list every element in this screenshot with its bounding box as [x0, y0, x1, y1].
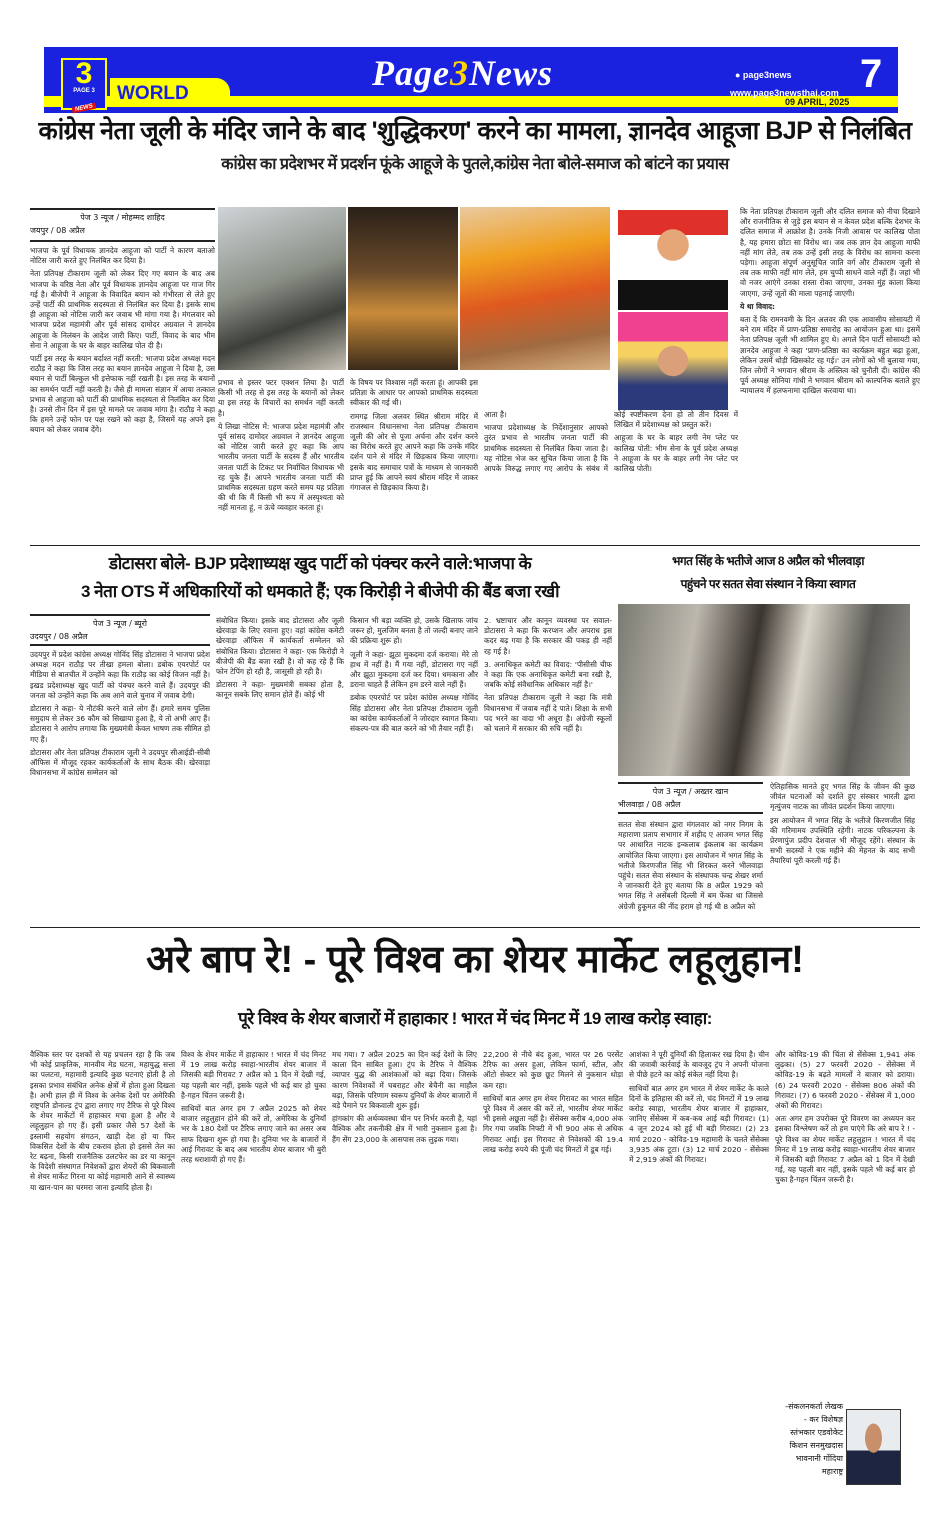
paragraph: किसान भी बड़ा व्यक्ति हो, उसके खिलाफ जांच जरूर हो, मुलजिम बनता है तो जल्दी बनाए जाने की प्रक्रिया शुरू हो।: [350, 616, 478, 646]
author-line: महाराष्ट्र: [821, 1467, 843, 1476]
paragraph: इस आयोजन में भगत सिंह के भतीजे किरणजीत सिंह की गरिमामय उपस्थिति रहेगी। नाटक परिकल्पना के प्रेरणापुंज प्रदीप देशवाल भी मौजूद रहेंगे। संस्थान के सभी सदस्यों ने एक महीने की मेहनत के बाद सभी तैयारियां पूरी करली गई हैं।: [770, 815, 915, 866]
paragraph: 2. भ्रष्टाचार और कानून व्यवस्था पर सवाल- डोटासरा ने कहा कि करप्शन और अपराध इस कदर बढ़ गया है कि सरकार की पकड़ ही नहीं रह गई है।: [484, 616, 612, 656]
newspaper-brand: [372, 52, 553, 94]
story3-subhead: पूरे विश्व के शेयर बाजारों में हाहाकार ! भारत में चंद मिनट में 19 लाख करोड़ स्वाहा:: [238, 1009, 712, 1028]
paragraph: रामगढ़ जिला अलवर स्थित श्रीराम मंदिर में राजस्थान विधानसभा नेता प्रतिपक्ष टीकाराम जूली की ओर से पूजा अर्चना और दर्शन करने का विरोध करते हुए आपने कहा कि उनके मंदिर दर्शन पाने से मंदिर में छिड़काव किया जाएगा। इसके बाद समाचार पत्रों के माध्यम से जानकारी प्राप्त हुई कि आपने स्वयं श्रीराम मंदिर में जाकर गंगाजल से छिड़काव किया है।: [350, 411, 478, 493]
story2-col2: [216, 616, 344, 920]
story2-byline-box: [30, 614, 210, 646]
paragraph: साथियों बात अगर हम शेयर गिरावट का भारत सहित पूरे विश्व में असर की करें तो, भारतीय शेयर मार्केट भी इससे अछूता नहीं है। सेंसेक्स करीब 4,000 अंक गिर गया जबकि निफ्टी में भी 900 अंक से अधिक गिरावट आई। इस गिरावट से निवेशकों की 19.4 लाख करोड़ रुपये की पूंजी चंद मिनटों में डूब गई।: [483, 1093, 623, 1154]
paragraph: आहूजा के घर के बाहर लगी नेम प्लेट पर कालिख पोती: भीम सेना के पूर्व प्रदेश अध्यक्ष ने आहूजा के घर के बाहर लगी नेम प्लेट पर कालिख पोती।: [614, 433, 738, 474]
story2-col3: [350, 616, 478, 920]
author-credit: [775, 1400, 843, 1478]
byline: पेज 3 न्यूज / ब्यूरो: [92, 619, 148, 628]
author-line: स्तंभकार एडवोकेट: [790, 1428, 843, 1437]
story1-col2: [218, 378, 344, 540]
author-photo: [846, 1409, 901, 1485]
dateline: जयपुर / 08 अप्रैल: [30, 226, 85, 235]
logo-badge: NEWS: [72, 103, 97, 114]
paragraph: नेता प्रतिपक्ष टीकाराम जूली ने कहा कि मंत्री विधानसभा में जवाब नहीं दे पाते। शिक्षा के सभी पद भरने का वादा भी अधूरा है। अंग्रेजी स्कूलों को चलाने में सरकार की रुचि नहीं है।: [484, 693, 612, 734]
section-divider: [30, 927, 920, 928]
story2b-headline-2: पहुंचने पर सतत सेवा संस्थान ने किया स्वागत: [680, 577, 856, 591]
paragraph: वैश्विक स्तर पर दशकों से यह प्रचलन रहा है कि जब भी कोई प्राकृतिक, मानवीय मेड घटना, महायुद्ध सत्ता का पलटना, महामारी इत्यादि कुछ घटनाएं होती है तो इसका प्रभाव संबंधित अनेक क्षेत्रों में होता हुआ दिखता है। अभी हाल ही में विश्व के अनेक देशों पर अमेरिकी राष्ट्रपति डोनाल्ड ट्रंप द्वारा लगाए गए टैरिफ से पूरे विश्व के शेयर मार्केटों में हाहाकार मचा हुआ है और वे लहूलुहान हो गए हैं। इसी प्रकार जैसे 57 देशों के इस्लामी सहयोग संगठन, खाड़ी देश हो या फिर विकसित देशों के बीच टकराव होता हो इससे तेल का रेट बढ़ना, किसी राजनैतिक उलटफेर का डर या कानून के विदेशी संस्थागत निवेशकों द्वारा शेयरों की बिकवाली से शेयर मार्केट गिरना या कोई महामारी आने से स्वास्थ्य या खान-पान का चरमरा जाना इत्यादि होता है।: [30, 1050, 175, 1192]
story3-col3: [332, 1050, 477, 1525]
paragraph: प्रभाव से इस्तर फ्टर एक्शन लिया है। पार्टी किसी भी तरह से इस तरह के बयानों को लेकर या इस तरह के विचारों का समर्थन नहीं करती है।: [218, 378, 344, 418]
story2b-col2: [770, 782, 915, 920]
paragraph: विश्व के शेयर मार्केट में हाहाकार ! भारत में चंद मिनट में 19 लाख करोड़ स्वाहा-भारतीय शेयर बाजार में जिसकी बड़ी गिरावट 7 अप्रैल को 1 दिन में देखी गई, यह पहली बार नहीं, इसके पहले भी कई बार हो चुका है-गहन चिंतन जरूरी है।: [181, 1050, 326, 1100]
paragraph: भाजपा के पूर्व विधायक ज्ञानदेव आहूजा को पार्टी ने कारण बताओ नोटिस जारी करते हुए निलंबित कर दिया है।: [30, 246, 215, 266]
story2b-byline-box: [618, 782, 763, 814]
dateline: भीलवाड़ा / 08 अप्रैल: [618, 800, 681, 809]
photo-welcome-ceremony: [618, 604, 910, 776]
brand-part: News: [468, 53, 553, 93]
story1-headline: कांग्रेस नेता जूली के मंदिर जाने के बाद 'शुद्धिकरण' करने का मामला, ज्ञानदेव आहूजा BJP से निलंबित: [38, 117, 912, 145]
story2b-headline-1: भगत सिंह के भतीजे आज 8 अप्रैल को भीलवाड़ा: [671, 554, 865, 568]
paragraph: कि नेता प्रतिपक्ष टीकाराम जूली और दलित समाज को नीचा दिखाने और राजनीतिक से जुड़े इस बयान से न केवल प्रदेश बल्कि देशभर के दलित समाज में आक्रोश है। उनके निजी आवास पर कालिख पोता है, यह हमारा छोटा सा विरोध था। जब तक ज्ञान देव आहूजा माफी नहीं मांग लेते, तब तक उन्हें इसी तरह के विरोध का सामना करना पड़ेगा। आहूजा संपूर्ण अनुसूचित जाति वर्ग और टीकाराम जूली से तब तक माफी नहीं मांग लेते, हम चुप्पी साधने वाले नहीं हैं। जहां भी वो नजर आएंगे उनका रास्ता रोका जाएगा, उनका मुंह काला किया जाएगा, उन्हें जूतों की माला पहनाई जाएगी।: [740, 207, 920, 298]
paragraph: अतः अगर हम उपरोक्त पूरे विवरण का अध्ययन कर इसका विश्लेषण करें तो हम पाएंगे कि अरे बाप रे ! - पूरे विश्व का शेयर मार्केट लहूलुहान ! भारत में चंद मिनट में 19 लाख करोड़ स्वाहा-भारतीय शेयर बाजार में जिसकी बड़ी गिरावट 7 अप्रैल को 1 दिन में देखी गई, यह पहली बार नहीं, इसके पहले भी कई बार हो चुका है-गहन चिंतन जरूरी है।: [775, 1114, 915, 1185]
author-line: भावनानी गोंदिया: [795, 1454, 843, 1463]
photo-temple-prayer: [460, 207, 610, 370]
photo-ashok-gehlot: [618, 312, 728, 410]
paragraph: बता दें कि रामनवमी के दिन अलवर की एक आवासीय सोसायटी में बने राम मंदिर में प्राण-प्रतिष्ठा समारोह का आयोजन हुआ था। इसमें नेता प्रतिपक्ष जूली भी शामिल हुए थे। अगले दिन पार्टी सोसायटी को ज्ञानदेव आहूजा ने कहा 'प्राण-प्रतिष्ठा का कार्यक्रम बहुत बढ़ा हुआ, लेकिन उसमें थोड़ी खिसकोट रह गई।' उन लोगों को भी बुलाया गया, जिन लोगों ने भगवान श्रीराम के अस्तित्व को चुनौती दी। कांग्रेस की पूर्व अध्यक्ष सोनिया गांधी ने भगवान श्रीराम को काल्पनिक बताते हुए न्यायालय में हलफनामा दाखिल करवाया था।: [740, 315, 920, 396]
paragraph: नेता प्रतिपक्ष टीकाराम जूली को लेकर दिए गए बयान के बाद अब भाजपा के वरिष्ठ नेता और पूर्व विधायक ज्ञानदेव आहूजा पर गाज गिर गई है। बीजेपी ने आहूजा के विवादित बयान को गंभीरता से लेते हुए उन्हें पार्टी की प्राथमिक सदस्यता से निलंबित कर दिया है। इसके साथ ही आहूजा को नोटिस जारी कर जवाब भी मांगा गया है। मंगलवार को भाजपा प्रदेश महामंत्री और पूर्व सांसद दामोदर अग्रवाल ने ज्ञानदेव आहूजा के निलंबन के आदेश जारी किए। पार्टी, विवाद के बाद भीम सेना ने आहूजा के घर के बाहर कालिख पोत दी है।: [30, 269, 215, 350]
paragraph: डोटासरा ने कहा- ये नौटंकी करने वाले लोग हैं। हमारे समय पुलिस समुदाय से लेकर 36 कौम को सिखाया हुआ है, ये तो अभी आए हैं। डोटासरा ने आरोप लगाया कि मुख्यमंत्री केवल भाषण तक सीमित हो गए हैं।: [30, 704, 210, 744]
photo-temple-idols: [348, 207, 458, 370]
paragraph: जूली ने कहा- झूठा मुकदमा दर्ज कराया। मेरे तो हाथ में नहीं है। मैं गया नहीं, डोटासरा गए नहीं और झूठा मुकदमा दर्ज कर दिया। धमकाना और डराना चाहते हैं लेकिन हम डरने वाले नहीं हैं।: [350, 649, 478, 690]
paragraph: 22,200 से नीचे बंद हुआ, भारत पर 26 परसेंट टैरिफ का असर हुआ, लेकिन फार्मा, स्टील, और ऑटो सेक्टर को कुछ छूट मिलने से नुकसान थोड़ा कम रहा।: [483, 1050, 623, 1090]
story1-byline-box: [30, 208, 215, 238]
paragraph: मच गया। 7 अप्रैल 2025 का दिन कई देशों के लिए काला दिन साबित हुआ। ट्रंप के टैरिफ ने वैश्विक व्यापार युद्ध की आशंकाओं को बढ़ा दिया। जिसके कारण निवेशकों में घबराहट और बेचैनी का माहौल बढ़ा, जिसके परिणाम स्वरूप दुनियाँ के शेयर बाजारों में बड़े पैमाने पर बिकवाली शुरू हुई।: [332, 1050, 477, 1111]
paragraph: उदयपुर में प्रदेश कांग्रेस अध्यक्ष गोविंद सिंह डोटासरा ने भाजपा प्रदेश अध्यक्ष मदन राठौड़ पर तीखा हमला बोला। डबोक एयरपोर्ट पर मीडिया से बातचीत में उन्होंने कहा कि राठौड़ का कोई विजन नहीं है। इखड प्रदेशाध्यक्ष खुद पार्टी को पंक्चर करने वाले हैं। उदयपुर की जनता को उन्होंने कहा कि अब आने वाले चुनाव में जवाब देगी।: [30, 650, 210, 700]
page3-logo[interactable]: [61, 57, 107, 113]
paragraph: 3. अनाधिकृत कमेटी का विवाद: 'पीसीसी चीफ ने कहा कि एक अनाधिकृत कमेटी बना रखी है, जबकि कोई संवैधानिक अधिकार नहीं है।': [484, 659, 612, 690]
author-line: - कर विशेषज्ञ: [803, 1415, 843, 1424]
paragraph: साथियों बात अगर हम भारत में शेयर मार्केट के काले दिनों के इतिहास की करें तो, चंद मिनटों में 19 लाख करोड़ स्वाहा, भारतीय शेयर बाजार में हाहाकार, जानिए सेंसेक्स में कब-कब आई बड़ी गिरावट। (1) 4 जून 2024 को हुई थी बड़ी गिरावट। (2) 23 मार्च 2020 - कोविड-19 महामारी के चलते सेंसेक्स 3,935 अंक टूटा। (3) 12 मार्च 2020 - सेंसेक्स में 2,919 अंकों की गिरावट।: [629, 1083, 769, 1165]
story1-col1: [30, 246, 215, 541]
story1-subhead: कांग्रेस का प्रदेशभर में प्रदर्शन फूंके आहूजे के पुतले,कांग्रेस नेता बोले-समाज को बांटने का प्रयास: [221, 156, 729, 173]
story3-col1: [30, 1050, 175, 1525]
masthead-rule: [44, 107, 898, 112]
story3-col4: [483, 1050, 623, 1525]
story3-col5: [629, 1050, 769, 1525]
story3-headline: अरे बाप रे! - पूरे विश्व का शेयर मार्केट लहूलुहान!: [146, 939, 804, 981]
logo-number: 3: [75, 57, 93, 90]
story2-col1: [30, 650, 210, 920]
paragraph: सतत सेवा संस्थान द्वारा मंगलवार को नगर निगम के महाराणा प्रताप सभागार में शहीद ए आजम भगत सिंह पर आधारित नाटक इन्कलाब इंकलाब का कार्यक्रम आयोजित किया जाएगा। इस आयोजन में भगत सिंह के भतीजे किरणजीत सिंह भी शिरकत करने भीलवाड़ा पहुंचे। सतत सेवा संस्थान के संस्थापक चन्द्र शेखर शर्मा ने जानकारी देते हुए बताया कि 8 अप्रैल 1929 को भगत सिंह ने असेंबली दिल्ली में बम फेंका था जिससे अंग्रेजी हुकूमत की नींद हराम हो गई थी 8 अप्रैल को: [618, 820, 763, 911]
story2b-col1: [618, 820, 763, 920]
story1-col4: [484, 410, 738, 540]
author-line: किशन सनमुखदास: [789, 1441, 843, 1450]
paragraph: हांगकांग की अर्थव्यवस्था चीन पर निर्भर करती है, यहां वैश्विक और तकनीकी क्षेत्र में भारी नुकसान हुआ है। हैंग सेंग 23,000 के आसपास तक लुढ़क गया।: [332, 1114, 477, 1144]
issue-date: 09 APRIL, 2025: [785, 97, 850, 107]
website-link[interactable]: www.page3newsthai.com: [730, 88, 839, 98]
photo-leader-turban: [618, 210, 728, 310]
paragraph: डोटासरा और नेता प्रतिपक्ष टीकाराम जूली ने उदयपुर सीआईडी-सीबी ऑफिस में मौजूद रहकर कार्यकर्ताओं के साथ बैठक की। खेरवाड़ा विधानसभा में कांग्रेस सम्मेलन को: [30, 747, 210, 778]
story2-headline-2: 3 नेता OTS में अधिकारियों को धमकाते हैं; एक किरोड़ी ने बीजेपी की बैंड बजा रखी: [80, 582, 560, 601]
paragraph: पार्टी इस तरह के बयान बर्दाश्त नहीं करती: भाजपा प्रदेश अध्यक्ष मदन राठौड़ ने कहा कि जिस तरह का बयान ज्ञानदेव आहूजा ने दिया है, उस बयान से पार्टी बिल्कुल भी इत्तेफाक नहीं रखती है। इस तरह के बयानों का समर्थन पार्टी नहीं करती है। जैसे ही मामला संज्ञान में आया तत्काल प्रभाव से आहूजा को पार्टी की प्राथमिक सदस्यता से निलंबित कर दिया है। उनसे तीन दिन में इस पूरे मामले पर जवाब मांगा है। राठौड़ ने कहा कि हमने उन्हें फोन पर पक्ष रखने को कहा है, जिसमें यह अपने इस बयान को लेकर जवाब देंगे।: [30, 354, 215, 435]
author-line: -संकलनकर्ता लेखक: [785, 1402, 843, 1411]
paragraph: आशंका ने पूरी दुनियाँ की हिलाकर रख दिया है। चीन की जवाबी कार्रवाई के बावजूद ट्रंप ने अपनी योजना से पीछे हटने का कोई संकेत नहीं दिया है।: [629, 1050, 769, 1080]
paragraph: साथियों बात अगर हम 7 अप्रैल 2025 को शेयर बाजार लहूलुहान होने की करें तो, अमेरिका के दुनियाँ भर के 180 देशों पर टैरिफ लगाए जाने का असर अब साफ दिखना शुरू हो गया है। दुनिया भर के बाजारों में आई गिरावट के बाद अब भारतीय शेयर बाजार भी बुरी तरह धराशायी हो गए हैं।: [181, 1104, 326, 1165]
paragraph: और कोविड-19 की चिंता से सेंसेक्स 1,941 अंक लुढ़का। (5) 27 फरवरी 2020 - सेंसेक्स में कोविड-19 के बढ़ते मामलों ने बाजार को डराया। (6) 24 फरवरी 2020 - सेंसेक्स 806 अंकों की गिरावट। (7) 6 फरवरी 2020 - सेंसेक्स में 1,000 अंकों की गिरावट।: [775, 1050, 915, 1111]
photo-politician-temple: [218, 207, 346, 370]
paragraph: डबोक एयरपोर्ट पर प्रदेश कांग्रेस अध्यक्ष गोविंद सिंह डोटासरा और नेता प्रतिपक्ष टीकाराम जूली का कांग्रेस कार्यकर्ताओं ने जोरदार स्वागत किया। संकल्प-पत्र की बात करने को भी तैयार नहीं हैं।: [350, 693, 478, 734]
byline: पेज 3 न्यूज / मोहम्मद शाहिद: [80, 213, 165, 222]
section-divider: [30, 545, 920, 546]
paragraph: संबोधित किया। इसके बाद डोटासरा और जूली खेरवाड़ा के लिए रवाना हुए। वहां कांग्रेस कमेटी खेरवाड़ा ऑफिस में कार्यकर्ता सम्मेलन को संबोधित किया। डोटासरा ने कहा- एक किरोड़ी ने बीजेपी की बैंड बजा रखी है। वो कह रहे हैं कि फोन टेपिंग हो रही है, जासूसी हो रही है।: [216, 616, 344, 677]
byline: पेज 3 न्यूज / अख्तर खान: [652, 787, 729, 796]
section-label: WORLD: [117, 83, 189, 104]
dateline: उदयपुर / 08 अप्रैल: [30, 632, 88, 641]
story2-col4: [484, 616, 612, 920]
story3-col6: [775, 1050, 915, 1385]
paragraph: ऐतिहासिक मानते हुए भगत सिंह के जीवन की कुछ जीवंत घटनाओं को दर्शाते हुए संस्कार भारती द्वारा मृत्युंजय नाटक का जीवंत प्रदर्शन किया जाएगा।: [770, 782, 915, 812]
subheading: ये था विवाद:: [740, 301, 775, 311]
paragraph: के विषय पर विश्वास नहीं करता हूं। आपकी इस प्रतिज्ञा के आधार पर आपको प्राथमिक सदस्यता स्वीकार की गई थी।: [350, 378, 478, 408]
paragraph: भाजपा प्रदेशाध्यक्ष के निर्देशानुसार आपको तुरंत प्रभाव से भारतीय जनता पार्टी की प्राथमिक सदस्यता से निलंबित किया जाता है। यह नोटिस भेज कर सूचित किया जाता है कि आपके विरुद्ध लगाए गए आरोप के संबंध में कोई स्पष्टीकरण देना हो तो तीन दिवस में लिखित में प्रदेशाध्यक्ष को प्रस्तुत करें।: [484, 410, 738, 474]
paragraph: डोटासरा ने कहा- मुख्यमंत्री सबका होता है, कानून सबके लिए समान होते हैं। कोई भी: [216, 680, 344, 700]
brand-part: Page: [372, 53, 450, 93]
logo-sub: PAGE 3: [73, 88, 95, 94]
page-number: 7: [860, 52, 883, 96]
divider: [30, 240, 215, 242]
story3-col2: [181, 1050, 326, 1525]
brand-number: 3: [449, 53, 469, 93]
paragraph: ये लिखा नोटिस में: भाजपा प्रदेश महामंत्री और पूर्व सांसद दामोदर अग्रवाल ने ज्ञानदेव आहूजा को नोटिस जारी करते हुए कहा कि आप भारतीय जनता पार्टी के सदस्य हैं और भारतीय जनता पार्टी के टिकट पर निर्वाचित विधायक भी रह चुके हैं। आपने भारतीय जनता पार्टी की प्राथमिक सदस्यता ग्रहण करते समय यह प्रतिज्ञा की थी कि मैं किसी भी रूप में अस्पृश्यता को नहीं मानता हूं, न ऊंचे व्यवहार करता हूं।: [218, 421, 344, 513]
story1-col3: [350, 378, 478, 540]
story2-headline-1: डोटासरा बोले- BJP प्रदेशाध्यक्ष खुद पार्टी को पंक्चर करने वाले:भाजपा के: [108, 554, 532, 573]
social-handle[interactable]: ● page3news: [735, 70, 792, 80]
story1-col5: [740, 207, 920, 542]
paragraph: आता है।: [484, 410, 507, 419]
